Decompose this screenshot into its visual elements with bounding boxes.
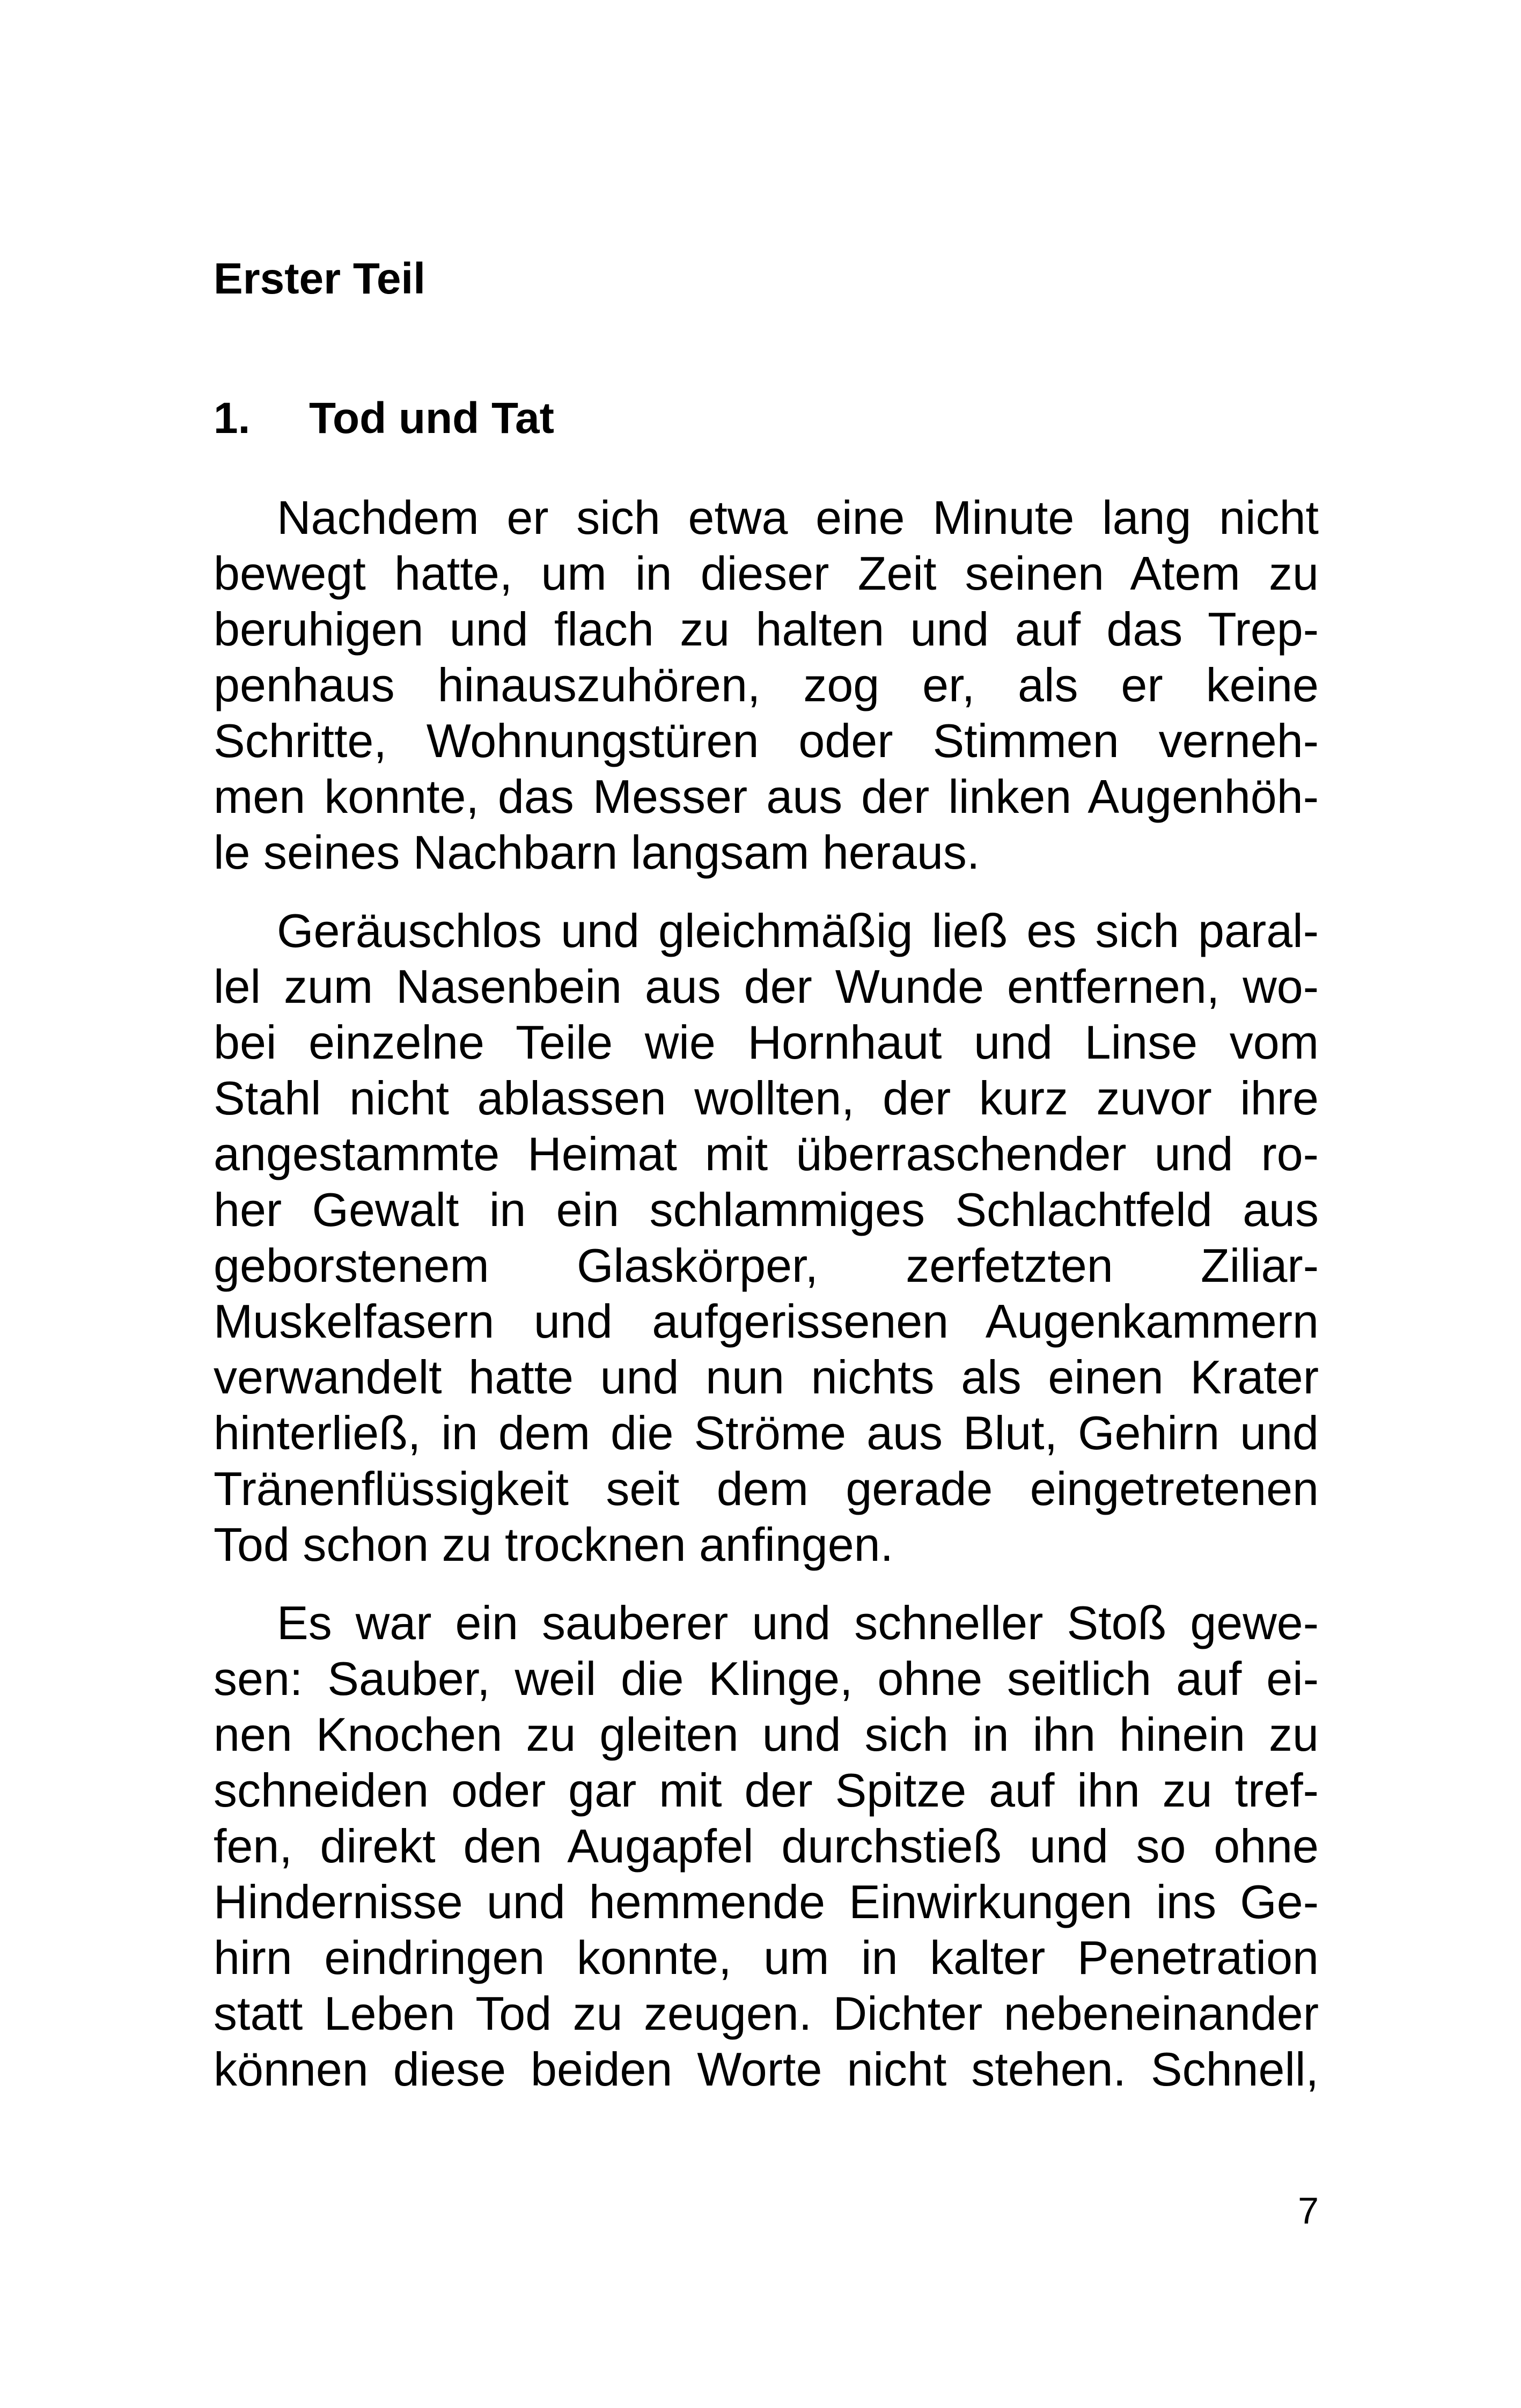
text-line: Schritte, Wohnungstüren oder Stimmen verneh- <box>214 714 1319 767</box>
text-line: nen Knochen zu gleiten und sich in ihn hinein zu <box>214 1708 1319 1761</box>
text-line: hirn eindringen konnte, um in kalter Penetration <box>214 1931 1319 1984</box>
text-line: verwandelt hatte und nun nichts als einen Krater <box>214 1350 1319 1404</box>
text-line: fen, direkt den Augapfel durchstieß und so ohne <box>214 1819 1319 1873</box>
paragraph-3 <box>214 1595 1319 2097</box>
chapter-heading <box>214 392 554 445</box>
text-line: Hindernisse und hemmende Einwirkungen ins Ge- <box>214 1875 1319 1928</box>
text-line: schneiden oder gar mit der Spitze auf ihn zu tref- <box>214 1764 1319 1817</box>
part-title: Erster Teil <box>214 254 425 303</box>
text-line: Stahl nicht ablassen wollten, der kurz zuvor ihre <box>214 1071 1319 1125</box>
text-line: penhaus hinauszuhören, zog er, als er keine <box>214 658 1319 711</box>
page-number: 7 <box>1298 2190 1319 2231</box>
text-line: Tod schon zu trocknen anfingen. <box>214 1518 894 1571</box>
text-line: bei einzelne Teile wie Hornhaut und Linse vom <box>214 1016 1319 1069</box>
text-line: können diese beiden Worte nicht stehen. Schnell, <box>214 2043 1319 2096</box>
text-line: geborstenem Glaskörper, zerfetzten Ziliar- <box>214 1239 1319 1292</box>
text-line: beruhigen und flach zu halten und auf das Trep- <box>214 603 1319 656</box>
chapter-title: Tod und Tat <box>309 394 554 443</box>
text-line: statt Leben Tod zu zeugen. Dichter nebeneinander <box>214 1987 1319 2040</box>
text-line: Nachdem er sich etwa eine Minute lang nicht <box>277 491 1319 544</box>
text-line: Es war ein sauberer und schneller Stoß gewe- <box>277 1596 1319 1649</box>
text-line: men konnte, das Messer aus der linken Augenhöh- <box>214 770 1319 823</box>
body-text <box>214 490 1319 2120</box>
text-line: le seines Nachbarn langsam heraus. <box>214 826 980 879</box>
text-line: Geräuschlos und gleichmäßig ließ es sich paral- <box>277 904 1319 957</box>
text-line: bewegt hatte, um in dieser Zeit seinen Atem zu <box>214 547 1319 600</box>
paragraph-2 <box>214 903 1319 1573</box>
text-line: sen: Sauber, weil die Klinge, ohne seitlich auf ei- <box>214 1652 1319 1705</box>
text-line: hinterließ, in dem die Ströme aus Blut, Gehirn und <box>214 1406 1319 1459</box>
text-line: her Gewalt in ein schlammiges Schlachtfeld aus <box>214 1183 1319 1236</box>
text-line: angestammte Heimat mit überraschender und ro- <box>214 1127 1319 1180</box>
chapter-number: 1. <box>214 394 251 443</box>
text-line: Muskelfasern und aufgerissenen Augenkammern <box>214 1295 1319 1348</box>
text-line: Tränenflüssigkeit seit dem gerade eingetretenen <box>214 1462 1319 1515</box>
text-line: lel zum Nasenbein aus der Wunde entfernen, wo- <box>214 960 1319 1013</box>
paragraph-1 <box>214 490 1319 880</box>
